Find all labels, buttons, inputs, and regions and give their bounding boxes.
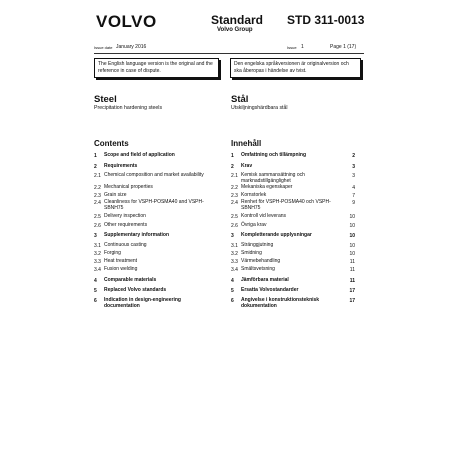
- toc-entry-number: 3.4: [94, 267, 101, 273]
- toc-entry-number: 3.4: [231, 267, 238, 273]
- toc-entry-title: Krav: [241, 163, 253, 169]
- toc-entry-title: Other requirements: [104, 222, 148, 228]
- toc-entry-number: 2: [94, 164, 97, 170]
- toc-entry-title: Heat treatment: [104, 258, 138, 264]
- toc-entry-number: 3.1: [231, 243, 238, 249]
- toc-entry-number: 2.3: [231, 193, 238, 199]
- toc-entry-title: Värmebehandling: [241, 258, 281, 264]
- title-en: Steel: [94, 94, 117, 105]
- toc-entry-title: Smältsvetsning: [241, 266, 275, 272]
- toc-entry-number: 1: [94, 153, 97, 159]
- subtitle-sv: Utskiljningshärdbara stål: [231, 105, 288, 111]
- toc-entry-title: Delivery inspection: [104, 213, 146, 219]
- group-name: Volvo Group: [217, 27, 253, 33]
- toc-entry-number: 2.5: [94, 214, 101, 220]
- toc-entry-title: Övriga krav: [241, 222, 267, 228]
- toc-entry-number: 2.6: [94, 223, 101, 229]
- toc-entry-title: Requirements: [104, 163, 138, 169]
- toc-entry-title: Cleanliness for VSPH-POSMA40 and VSPH-SBNH75: [104, 199, 204, 211]
- toc-entry-number: 2.5: [231, 214, 238, 220]
- toc-entry-page: 9: [352, 200, 355, 206]
- language-notice-en: The English language version is the original and the reference in case of dispute.: [94, 58, 219, 78]
- toc-entry-number: 3.3: [94, 259, 101, 265]
- toc-entry-number: 2.1: [231, 173, 238, 179]
- toc-entry-page: 4: [352, 185, 355, 191]
- toc-entry-number: 1: [231, 153, 234, 159]
- toc-entry-page: 3: [352, 164, 355, 170]
- toc-entry-title: Replaced Volvo standards: [104, 287, 167, 293]
- toc-entry-number: 4: [94, 278, 97, 284]
- toc-entry-page: 3: [352, 173, 355, 179]
- toc-entry-title: Jämförbara material: [241, 277, 289, 283]
- toc-entry-number: 5: [231, 288, 234, 294]
- toc-entry-number: 2.4: [94, 200, 101, 206]
- toc-entry-number: 3.2: [94, 251, 101, 257]
- toc-entry-number: 2.4: [231, 200, 238, 206]
- toc-entry-title: Angivelse i konstruktionsteknisk dokumentation: [241, 297, 320, 309]
- toc-entry-page: 10: [349, 233, 355, 239]
- toc-entry-number: 3.1: [94, 243, 101, 249]
- toc-entry-title: Forging: [104, 250, 121, 256]
- toc-entry-title: Kornstorlek: [241, 192, 267, 198]
- page-info: Page 1 (17): [330, 44, 357, 50]
- toc-entry-number: 4: [231, 278, 234, 284]
- toc-entry-page: 11: [349, 278, 355, 284]
- toc-entry-title: Kompletterande upplysningar: [241, 232, 312, 238]
- toc-entry-title: Scope and field of application: [104, 152, 175, 158]
- toc-entry-page: 7: [352, 193, 355, 199]
- issue-number: 1: [301, 44, 304, 50]
- language-notice-sv: Den engelska språkversionen är originalversion och ska åberopas i händelse av tvist.: [230, 58, 361, 78]
- toc-entry-page: 10: [349, 214, 355, 220]
- toc-entry-title: Grain size: [104, 192, 127, 198]
- toc-entry-title: Chemical composition and market availability: [104, 172, 204, 178]
- header-divider: [94, 53, 364, 54]
- toc-entry-number: 6: [231, 298, 234, 304]
- toc-entry-number: 3.3: [231, 259, 238, 265]
- toc-entry-number: 2.2: [94, 185, 101, 191]
- toc-entry-number: 2.2: [231, 185, 238, 191]
- issue-label: Issue: [287, 45, 297, 50]
- toc-sv: [231, 153, 361, 353]
- toc-entry-title: Stränggjutning: [241, 242, 274, 248]
- toc-entry-number: 3.2: [231, 251, 238, 257]
- toc-entry-title: Mekaniska egenskaper: [241, 184, 293, 190]
- toc-entry-number: 6: [94, 298, 97, 304]
- toc-entry-page: 10: [349, 251, 355, 257]
- toc-entry-page: 10: [349, 223, 355, 229]
- issue-date-label: Issue date: [94, 45, 113, 50]
- toc-entry-page: 17: [349, 288, 355, 294]
- contents-heading-en: Contents: [94, 139, 129, 148]
- title-sv: Stål: [231, 94, 249, 105]
- subtitle-en: Precipitation hardening steels: [94, 105, 163, 111]
- contents-heading-sv: Innehåll: [231, 139, 262, 148]
- toc-entry-title: Comparable materials: [104, 277, 157, 283]
- toc-entry-title: Kontroll vid leverans: [241, 213, 287, 219]
- toc-en: [94, 153, 222, 353]
- toc-entry-page: 17: [349, 298, 355, 304]
- toc-entry-page: 11: [349, 267, 355, 273]
- toc-entry-number: 3: [231, 233, 234, 239]
- toc-entry-page: 10: [349, 243, 355, 249]
- volvo-logo: VOLVO: [96, 12, 157, 31]
- toc-entry-title: Smidning: [241, 250, 262, 256]
- issue-date: January 2016: [116, 44, 147, 50]
- doc-type: Standard: [211, 13, 264, 27]
- toc-entry-title: Kemisk sammansättning och marknadstillgänglighet: [241, 172, 305, 184]
- toc-entry-title: Fusion welding: [104, 266, 138, 272]
- toc-entry-number: 2: [231, 164, 234, 170]
- toc-entry-number: 2.6: [231, 223, 238, 229]
- toc-entry-number: 2.3: [94, 193, 101, 199]
- toc-entry-number: 2.1: [94, 173, 101, 179]
- toc-entry-number: 5: [94, 288, 97, 294]
- issue-meta: [94, 43, 364, 53]
- standard-number: STD 311-0013: [287, 13, 365, 27]
- toc-entry-title: Indication in design-engineering documentation: [104, 297, 181, 309]
- toc-entry-number: 3: [94, 233, 97, 239]
- toc-entry-title: Renhet för VSPH-POSMA40 och VSPH-SBNH75: [241, 199, 331, 211]
- toc-entry-title: Continuous casting: [104, 242, 147, 248]
- toc-entry-page: 2: [352, 153, 355, 159]
- toc-entry-title: Mechanical properties: [104, 184, 153, 190]
- toc-entry-title: Omfattning och tillämpning: [241, 152, 306, 158]
- toc-entry-title: Ersatta Volvostandarder: [241, 287, 299, 293]
- toc-entry-page: 11: [349, 259, 355, 265]
- toc-entry-title: Supplementary information: [104, 232, 170, 238]
